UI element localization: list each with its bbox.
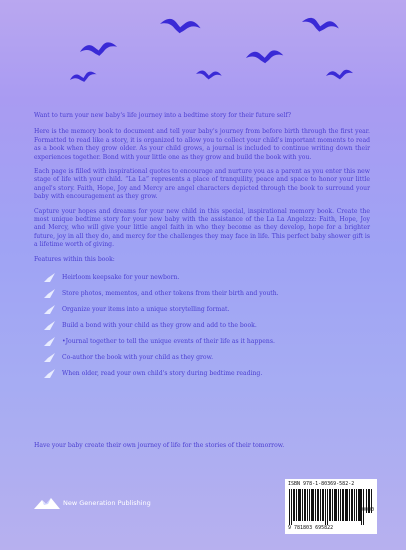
price-code: 90000: [359, 507, 375, 513]
description-paragraph: Each page is filled with inspirational quotes to encourage and nurture you as a parent as you enter this new stage of life with your child. “La La” represents a place of tranquility, peace and space to honor your little angel's story. Faith, Hope, Joy and Mercy are angel characters depicted through the book to surround your baby with encouragement as they grow.: [34, 168, 370, 201]
barcode-digits: 9 781803 695822: [288, 525, 334, 531]
sparkle-bullet-icon: [44, 353, 55, 362]
bird-icon: [79, 41, 118, 58]
sparkle-bullet-icon: [44, 369, 55, 378]
sparkle-bullet-icon: [44, 273, 55, 282]
feature-item: Store photos, mementos, and other tokens from their birth and youth.: [44, 286, 370, 302]
feature-item: •Journal together to tell the unique events of their life as it happens.: [44, 334, 370, 350]
description-paragraph: Here is the memory book to document and tell your baby's journey from before birth through the first year. Formatted to read like a story, it is organized to allow you to collect your child's important moments to read as a book when they grow older. As your child grows, a journal is included to continue writing down their experiences together. Bond with your little one as they grow and build the book with you.: [34, 128, 370, 161]
sparkle-bullet-icon: [44, 305, 55, 314]
isbn-number: ISBN 978-1-80369-582-2: [288, 481, 355, 487]
bird-icon: [196, 70, 222, 80]
intro-question: Want to turn your new baby's life journey into a bedtime story for their future self?: [34, 112, 291, 119]
back-cover-text: [34, 112, 370, 382]
flying-birds-illustration: [0, 0, 406, 110]
features-title: Features within this book:: [34, 255, 115, 263]
bird-icon: [301, 16, 340, 35]
feature-item: Build a bond with your child as they grow and add to the book.: [44, 318, 370, 334]
feature-item: Heirloom keepsake for your newborn.: [44, 270, 370, 286]
closing-line: Have your baby create their own journey of life for the stories of their tomorrow.: [34, 442, 285, 450]
sparkle-bullet-icon: [44, 289, 55, 298]
bird-icon: [69, 70, 97, 84]
sparkle-bullet-icon: [44, 337, 55, 346]
feature-item: Organize your items into a unique storytelling format.: [44, 302, 370, 318]
feature-item: When older, read your own child's story during bedtime reading.: [44, 366, 370, 382]
sparkle-bullet-icon: [44, 321, 55, 330]
bird-icon: [246, 50, 284, 65]
isbn-barcode: [285, 479, 377, 534]
mountain-logo-icon: [34, 496, 60, 510]
features-list: [34, 270, 370, 382]
publisher-logo: [34, 496, 151, 510]
bird-icon: [326, 69, 354, 81]
description-paragraph: Capture your hopes and dreams for your new child in this special, inspirational memory book. Create the most unique bedtime story for your new baby with the assistance of the La La Angelzzz: Faith, Hope, Joy and Mercy, who will give your little angel faith in who they become as they develop, hope for a brighter future, joy in all they do, and mercy for the challenges they may face in life. This perfect baby shower gift is a lifetime worth of giving.: [34, 207, 370, 249]
feature-item: Co-author the book with your child as they grow.: [44, 350, 370, 366]
bird-icon: [159, 18, 201, 36]
publisher-name: New Generation Publishing: [63, 499, 151, 507]
